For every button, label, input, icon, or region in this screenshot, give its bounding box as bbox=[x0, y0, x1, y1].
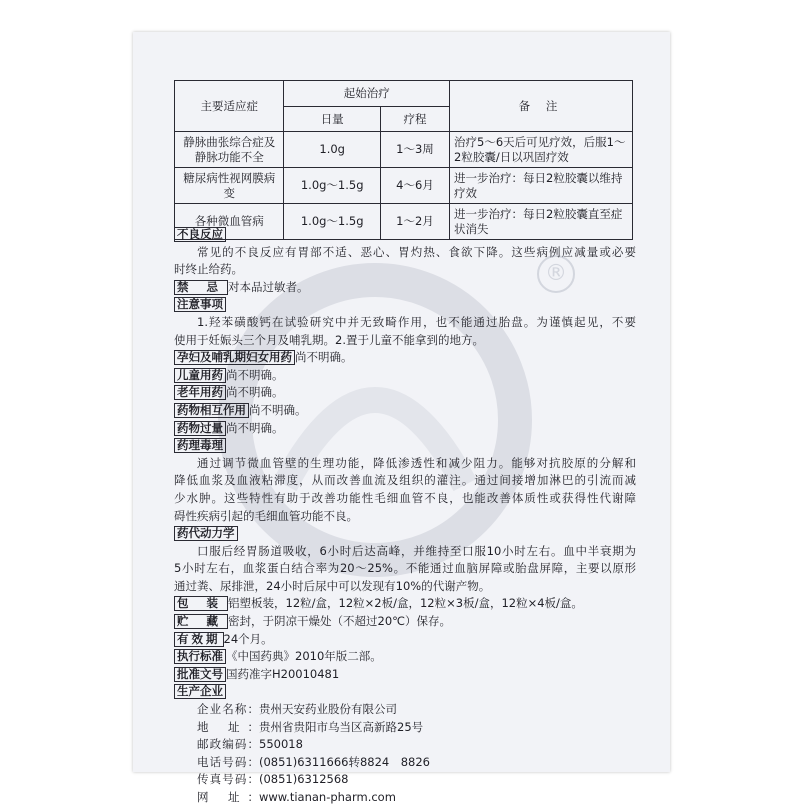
postcode-label: 邮政编码： bbox=[197, 737, 259, 752]
fax-value: (0851)6312568 bbox=[259, 772, 349, 787]
row-remark: 治疗5～6天后可见疗效，后服1～2粒胶囊/日以巩固疗效 bbox=[450, 132, 633, 168]
address-label: 地 址： bbox=[197, 719, 259, 734]
leaflet-body bbox=[174, 226, 636, 807]
pharmacology-text-3: 少水肿。这些特性有助于改善功能性毛细血管不良，也能改善体质性或获得性代谢障 bbox=[174, 490, 636, 505]
adverse-text-2: 时终止给药。 bbox=[174, 262, 243, 277]
pharmacology-text-2: 降低血浆及血液粘滞度，从而改善血流及组织的灌注。通过间接增加淋巴的引流而减 bbox=[174, 473, 636, 488]
validity-text: 24个月。 bbox=[223, 631, 273, 646]
header-course: 疗程 bbox=[380, 107, 449, 132]
row-course: 1～2月 bbox=[380, 204, 449, 240]
section-heading-pharmacology: 药理毒理 bbox=[174, 438, 226, 453]
elderly-text: 尚不明确。 bbox=[226, 385, 284, 400]
row-dose: 1.0g～1.5g bbox=[284, 204, 381, 240]
section-heading-elderly: 老年用药 bbox=[174, 385, 226, 400]
row-indication: 各种微血管病 bbox=[175, 204, 284, 240]
precautions-text-2: 使用于妊娠头三个月及哺乳期。2.置于儿童不能拿到的地方。 bbox=[174, 332, 484, 347]
row-dose: 1.0g bbox=[284, 132, 381, 168]
children-text: 尚不明确。 bbox=[226, 367, 284, 382]
table-row bbox=[175, 132, 633, 168]
header-remark: 备 注 bbox=[450, 81, 633, 132]
pharmacokinetics-text-3: 通过粪、尿排泄，24小时后尿中可以发现有10%的代谢产物。 bbox=[174, 578, 491, 593]
table-row bbox=[175, 168, 633, 204]
section-heading-pregnancy: 孕妇及哺乳期妇女用药 bbox=[174, 350, 295, 365]
section-heading-storage: 贮 藏 bbox=[174, 614, 228, 629]
website-label: 网 址： bbox=[197, 790, 259, 804]
section-heading-overdose: 药物过量 bbox=[174, 421, 226, 436]
indication-table bbox=[174, 80, 633, 240]
row-remark: 进一步治疗：每日2粒胶囊直至症状消失 bbox=[450, 204, 633, 240]
address-value: 贵州省贵阳市乌当区高新路25号 bbox=[259, 719, 424, 734]
website-value: www.tianan-pharm.com bbox=[259, 790, 396, 804]
pharmacokinetics-text-1: 口服后经胃肠道吸收，6小时后达高峰，并维持至口服10小时左右。血中半衰期为 bbox=[197, 543, 636, 558]
section-heading-pharmacokinetics: 药代动力学 bbox=[174, 526, 238, 541]
phone-label: 电话号码： bbox=[197, 754, 259, 769]
contraindications-text: 对本品过敏者。 bbox=[228, 279, 309, 294]
pharmacology-text-4: 碍性疾病引起的毛细血管功能不良。 bbox=[174, 508, 358, 523]
section-heading-validity: 有效期 bbox=[174, 632, 224, 647]
section-heading-children: 儿童用药 bbox=[174, 368, 226, 383]
section-heading-manufacturer: 生产企业 bbox=[174, 684, 226, 699]
pharmacology-text-1: 通过调节微血管壁的生理功能，降低渗透性和减少阻力。能够对抗胶原的分解和 bbox=[197, 455, 636, 470]
section-heading-precautions: 注意事项 bbox=[174, 297, 226, 312]
phone-value: (0851)6311666转8824 8826 bbox=[259, 754, 430, 769]
section-heading-approval: 批准文号 bbox=[174, 667, 226, 682]
precautions-text-1: 1.羟苯磺酸钙在试验研究中并无致畸作用，也不能通过胎盘。为谨慎起见，不要 bbox=[197, 314, 636, 329]
company-name-value: 贵州天安药业股份有限公司 bbox=[259, 702, 397, 717]
pharmacokinetics-text-2: 5小时左右，血浆蛋白结合率为20～25%。不能通过血脑屏障或胎盘屏障，主要以原形 bbox=[174, 561, 636, 576]
adverse-text-1: 常见的不良反应有胃部不适、恶心、胃灼热、食欲下降。这些病例应减量或必要 bbox=[197, 244, 636, 259]
header-daily-dose: 日量 bbox=[284, 107, 381, 132]
row-indication: 静脉曲张综合症及静脉功能不全 bbox=[175, 132, 284, 168]
overdose-text: 尚不明确。 bbox=[226, 420, 284, 435]
row-dose: 1.0g～1.5g bbox=[284, 168, 381, 204]
header-indication: 主要适应症 bbox=[175, 81, 284, 132]
interactions-text: 尚不明确。 bbox=[249, 402, 307, 417]
section-heading-package: 包 装 bbox=[174, 596, 228, 611]
postcode-value: 550018 bbox=[259, 737, 303, 752]
header-initial-treatment: 起始治疗 bbox=[284, 81, 450, 107]
section-heading-standard: 执行标准 bbox=[174, 649, 226, 664]
section-heading-contraindications: 禁 忌 bbox=[174, 280, 228, 295]
row-course: 4～6月 bbox=[380, 168, 449, 204]
row-indication: 糖尿病性视网膜病变 bbox=[175, 168, 284, 204]
storage-text: 密封，于阴凉干燥处（不超过20℃）保存。 bbox=[228, 614, 452, 629]
package-text: 铝塑板装，12粒/盒，12粒×2板/盒，12粒×3板/盒，12粒×4板/盒。 bbox=[228, 596, 583, 611]
section-heading-interactions: 药物相互作用 bbox=[174, 403, 249, 418]
row-course: 1～3周 bbox=[380, 132, 449, 168]
standard-text: 《中国药典》2010年版二部。 bbox=[226, 649, 382, 664]
row-remark: 进一步治疗：每日2粒胶囊以维持疗效 bbox=[450, 168, 633, 204]
company-name-label: 企业名称： bbox=[197, 702, 259, 717]
fax-label: 传真号码： bbox=[197, 772, 259, 787]
table-header-row bbox=[175, 81, 633, 107]
approval-text: 国药准字H20010481 bbox=[226, 666, 340, 681]
pregnancy-text: 尚不明确。 bbox=[295, 350, 353, 365]
section-heading-adverse: 不良反应 bbox=[174, 227, 226, 242]
registered-mark-icon: ® bbox=[537, 255, 575, 293]
